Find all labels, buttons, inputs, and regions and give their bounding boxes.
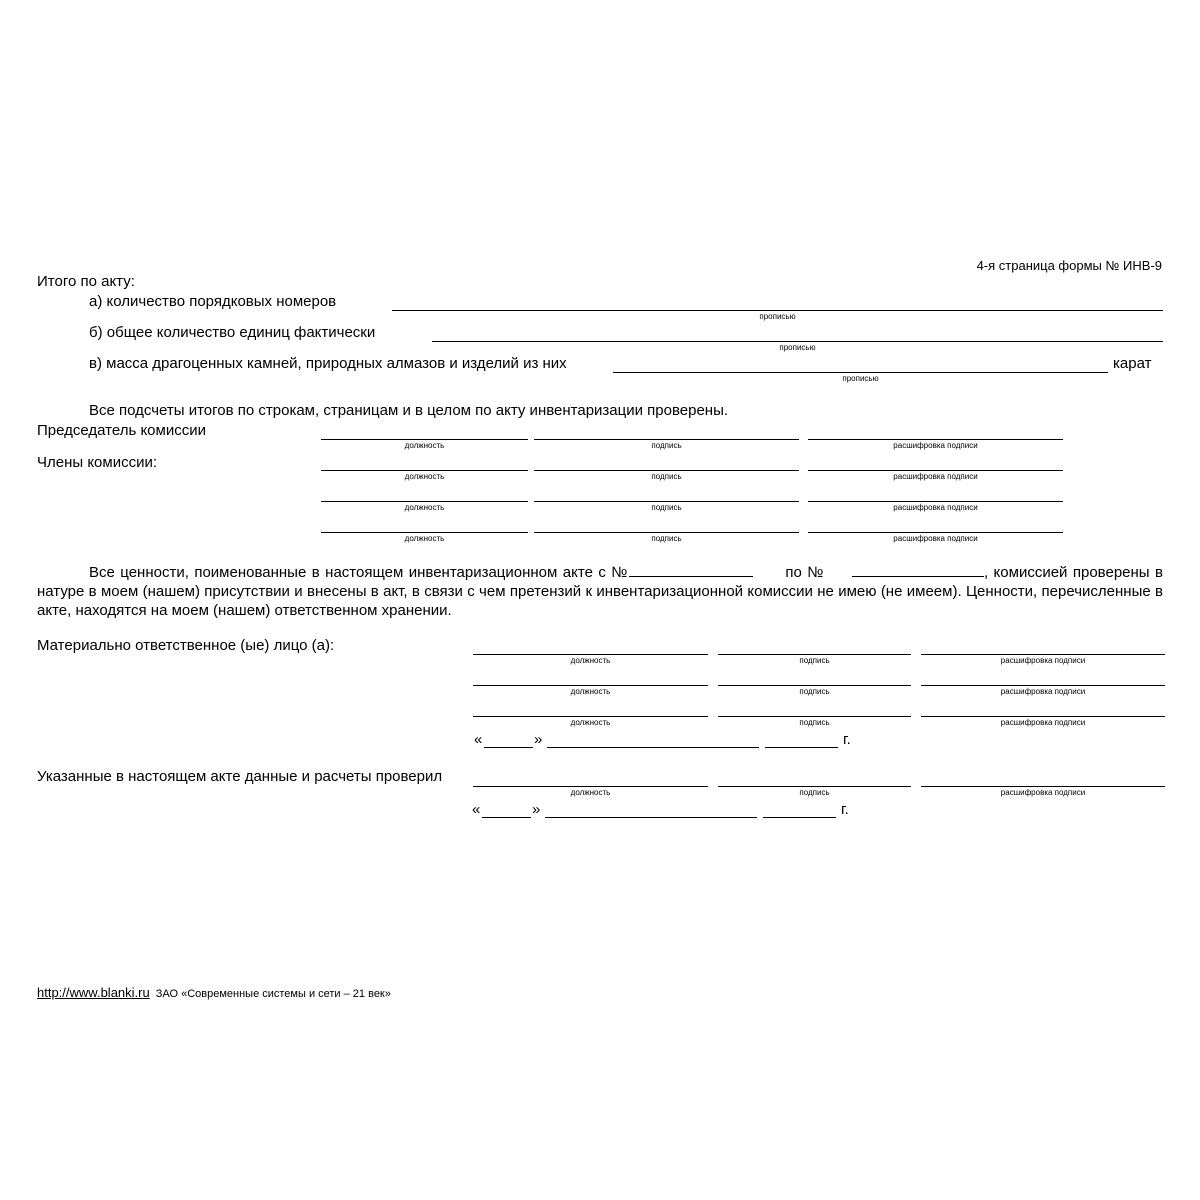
verified-label: Указанные в настоящем акте данные и расчеты проверил — [37, 768, 443, 785]
decoding-caption: расшифровка подписи — [1000, 656, 1086, 665]
totals-heading: Итого по акту: — [37, 273, 135, 290]
decoding-caption: расшифровка подписи — [893, 441, 978, 450]
footer — [37, 985, 391, 1002]
members-label: Члены комиссии: — [37, 454, 158, 471]
paragraph-part-2: по № — [785, 564, 825, 581]
position-line[interactable] — [321, 501, 528, 502]
totals-a-hint: прописью — [759, 312, 796, 321]
decoding-line[interactable] — [921, 654, 1165, 655]
decoding-line[interactable] — [808, 470, 1063, 471]
decoding-line[interactable] — [921, 716, 1165, 717]
position-line[interactable] — [321, 532, 528, 533]
position-line[interactable] — [321, 470, 528, 471]
signature-caption: подпись — [651, 503, 682, 512]
totals-b-line[interactable] — [432, 341, 1163, 342]
date-close-quote: » — [532, 801, 541, 818]
signature-caption: подпись — [651, 534, 682, 543]
totals-b-label: б) общее количество единиц фактически — [89, 324, 376, 341]
totals-c-line[interactable] — [613, 372, 1108, 373]
signature-line[interactable] — [534, 470, 799, 471]
signature-line[interactable] — [718, 654, 911, 655]
position-caption: должность — [404, 503, 445, 512]
position-line[interactable] — [473, 685, 708, 686]
date-close-quote: » — [534, 731, 543, 748]
decoding-line[interactable] — [808, 439, 1063, 440]
position-line[interactable] — [321, 439, 528, 440]
date-year-field[interactable] — [765, 747, 838, 748]
decoding-line[interactable] — [808, 501, 1063, 502]
date-year-field[interactable] — [763, 817, 836, 818]
form-page-label: 4-я страница формы № ИНВ-9 — [976, 258, 1162, 273]
position-caption: должность — [404, 534, 445, 543]
decoding-caption: расшифровка подписи — [1000, 788, 1086, 797]
position-caption: должность — [570, 687, 611, 696]
signature-caption: подпись — [651, 441, 682, 450]
position-line[interactable] — [473, 716, 708, 717]
decoding-line[interactable] — [921, 685, 1165, 686]
signature-line[interactable] — [718, 716, 911, 717]
signature-line[interactable] — [718, 685, 911, 686]
position-line[interactable] — [473, 786, 708, 787]
signature-caption: подпись — [651, 472, 682, 481]
to-number-field[interactable] — [852, 561, 984, 577]
date-month-field[interactable] — [545, 817, 757, 818]
position-caption: должность — [404, 441, 445, 450]
position-caption: должность — [570, 718, 611, 727]
date-year-suffix: г. — [843, 731, 851, 748]
footer-company: ЗАО «Современные системы и сети – 21 век» — [155, 988, 391, 1000]
check-statement: Все подсчеты итогов по строкам, страницам и в целом по акту инвентаризации проверены. — [89, 402, 729, 419]
date-day-field[interactable] — [484, 747, 533, 748]
from-number-field[interactable] — [629, 561, 753, 577]
decoding-line[interactable] — [808, 532, 1063, 533]
position-caption: должность — [570, 656, 611, 665]
date-open-quote: « — [472, 801, 481, 818]
signature-caption: подпись — [799, 718, 830, 727]
responsible-label: Материально ответственное (ые) лицо (а): — [37, 637, 335, 654]
footer-link[interactable]: http://www.blanki.ru — [37, 985, 150, 1000]
date-month-field[interactable] — [547, 747, 759, 748]
position-caption: должность — [404, 472, 445, 481]
totals-b-hint: прописью — [779, 343, 816, 352]
decoding-caption: расшифровка подписи — [1000, 718, 1086, 727]
signature-line[interactable] — [718, 786, 911, 787]
signature-caption: подпись — [799, 656, 830, 665]
position-line[interactable] — [473, 654, 708, 655]
totals-c-label: в) масса драгоценных камней, природных алмазов и изделий из них — [89, 355, 567, 372]
paragraph-part-1: Все ценности, поименованные в настоящем инвентаризационном акте с № — [89, 564, 629, 581]
decoding-caption: расшифровка подписи — [893, 534, 978, 543]
date-year-suffix: г. — [841, 801, 849, 818]
signature-caption: подпись — [799, 687, 830, 696]
signature-caption: подпись — [799, 788, 830, 797]
position-caption: должность — [570, 788, 611, 797]
totals-a-label: а) количество порядковых номеров — [89, 293, 337, 310]
signature-line[interactable] — [534, 439, 799, 440]
decoding-caption: расшифровка подписи — [893, 503, 978, 512]
signature-line[interactable] — [534, 501, 799, 502]
signature-line[interactable] — [534, 532, 799, 533]
date-day-field[interactable] — [482, 817, 531, 818]
chairman-label: Председатель комиссии — [37, 422, 206, 439]
paragraph-part-3: , комиссией проверены в натуре в моем (нашем) присутствии и внесены в акт, в связи с чем претензий к инвентаризационной комиссии не имею (не имеем). Ценности, перечисленные в акте, находятся на моем (нашем) ответственном хранении. — [37, 564, 1163, 619]
totals-c-hint: прописью — [842, 374, 879, 383]
decoding-caption: расшифровка подписи — [1000, 687, 1086, 696]
date-open-quote: « — [474, 731, 483, 748]
responsibility-paragraph — [37, 561, 1163, 620]
totals-a-line[interactable] — [392, 310, 1163, 311]
decoding-line[interactable] — [921, 786, 1165, 787]
totals-c-unit: карат — [1113, 355, 1152, 372]
decoding-caption: расшифровка подписи — [893, 472, 978, 481]
